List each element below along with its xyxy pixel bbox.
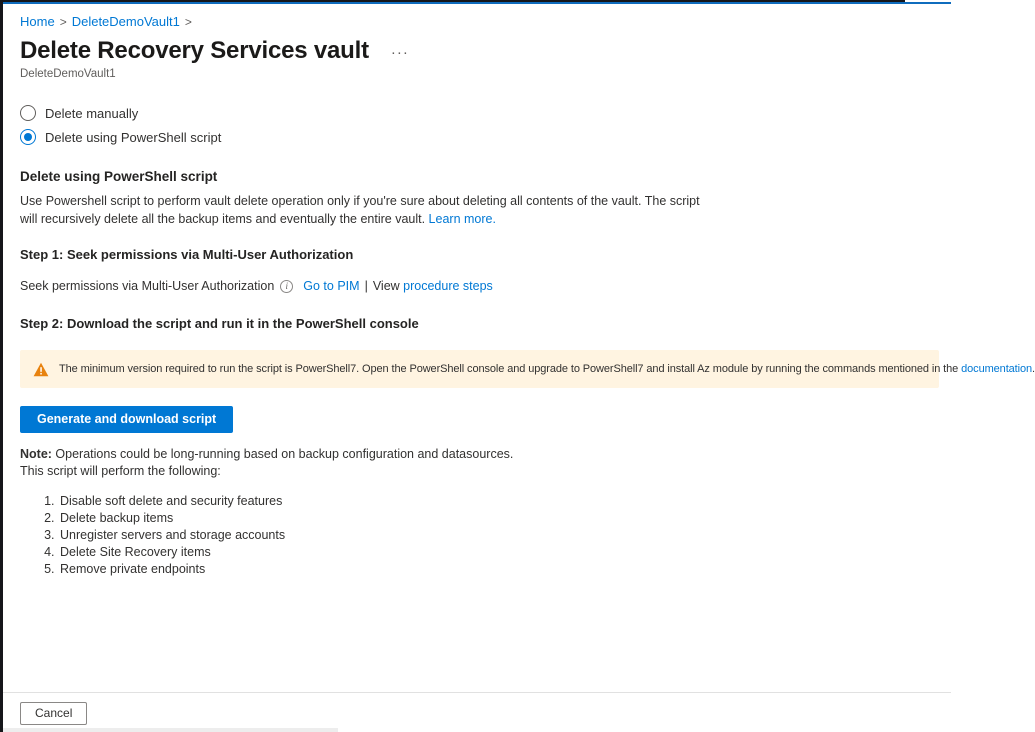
page-title: Delete Recovery Services vault	[20, 37, 369, 64]
title-row	[20, 37, 936, 65]
radio-delete-manually[interactable]	[20, 105, 936, 121]
pipe-separator: |	[364, 279, 368, 293]
script-step-item: 5. Remove private endpoints	[58, 561, 936, 578]
radio-delete-manually-label: Delete manually	[45, 105, 139, 121]
generate-download-script-button[interactable]: Generate and download script	[20, 406, 233, 433]
breadcrumb	[20, 14, 936, 30]
powershell-version-warning-banner	[20, 350, 1035, 388]
warning-message: The minimum version required to run the script is PowerShell7. Open the PowerShell console and upgrade to PowerShell7 and install Az module by running the commands mentioned in the documentation.	[59, 363, 1035, 375]
description-line2: will recursively delete all the backup items and eventually the entire vault.	[20, 212, 429, 226]
view-text: View	[372, 279, 404, 293]
description-line1: Use Powershell script to perform vault delete operation only if you're sure about deleting all contents of the vault. The script	[20, 194, 700, 208]
info-icon[interactable]: i	[280, 280, 293, 293]
note-block	[20, 446, 936, 480]
page-content	[3, 4, 1035, 732]
script-step-item: 1. Disable soft delete and security features	[58, 493, 936, 510]
step1-heading: Step 1: Seek permissions via Multi-User Authorization	[20, 247, 354, 262]
script-step-item: 4. Delete Site Recovery items	[58, 544, 936, 561]
more-options-icon[interactable]: ···	[390, 44, 409, 61]
breadcrumb-vault-link[interactable]: DeleteDemoVault1	[71, 14, 180, 29]
note-label: Note:	[20, 447, 52, 461]
radio-delete-powershell[interactable]	[20, 129, 936, 145]
radio-dot	[24, 133, 32, 141]
breadcrumb-home-link[interactable]: Home	[20, 14, 55, 29]
script-step-item: 3. Unregister servers and storage accounts	[58, 527, 936, 544]
go-to-pim-link[interactable]: Go to PIM	[303, 279, 360, 293]
radio-selected-icon[interactable]	[20, 129, 36, 145]
mua-label: Seek permissions via Multi-User Authorization	[20, 279, 275, 293]
procedure-steps-link[interactable]: procedure steps	[403, 279, 493, 293]
warning-triangle-icon	[33, 362, 49, 377]
note-line2: This script will perform the following:	[20, 464, 221, 478]
step2-heading: Step 2: Download the script and run it in the PowerShell console	[20, 316, 419, 331]
delete-method-radio-group	[20, 105, 936, 145]
breadcrumb-separator: >	[59, 15, 67, 29]
learn-more-link[interactable]: Learn more.	[428, 212, 496, 226]
mua-permission-row	[20, 279, 936, 293]
script-step-item: 2. Delete backup items	[58, 510, 936, 527]
script-steps-list	[20, 493, 936, 578]
footer-bar	[3, 692, 951, 732]
radio-delete-powershell-label: Delete using PowerShell script	[45, 129, 222, 145]
bottom-edge-strip	[3, 728, 338, 732]
powershell-section-description	[20, 192, 936, 228]
radio-unselected-icon[interactable]	[20, 105, 36, 121]
note-text: Operations could be long-running based on backup configuration and datasources.	[51, 447, 514, 461]
cancel-button[interactable]: Cancel	[20, 702, 87, 725]
breadcrumb-separator: >	[184, 15, 192, 29]
powershell-section-heading: Delete using PowerShell script	[20, 169, 218, 184]
documentation-link[interactable]: documentation	[961, 363, 1033, 375]
vault-name-subtitle: DeleteDemoVault1	[20, 68, 116, 80]
